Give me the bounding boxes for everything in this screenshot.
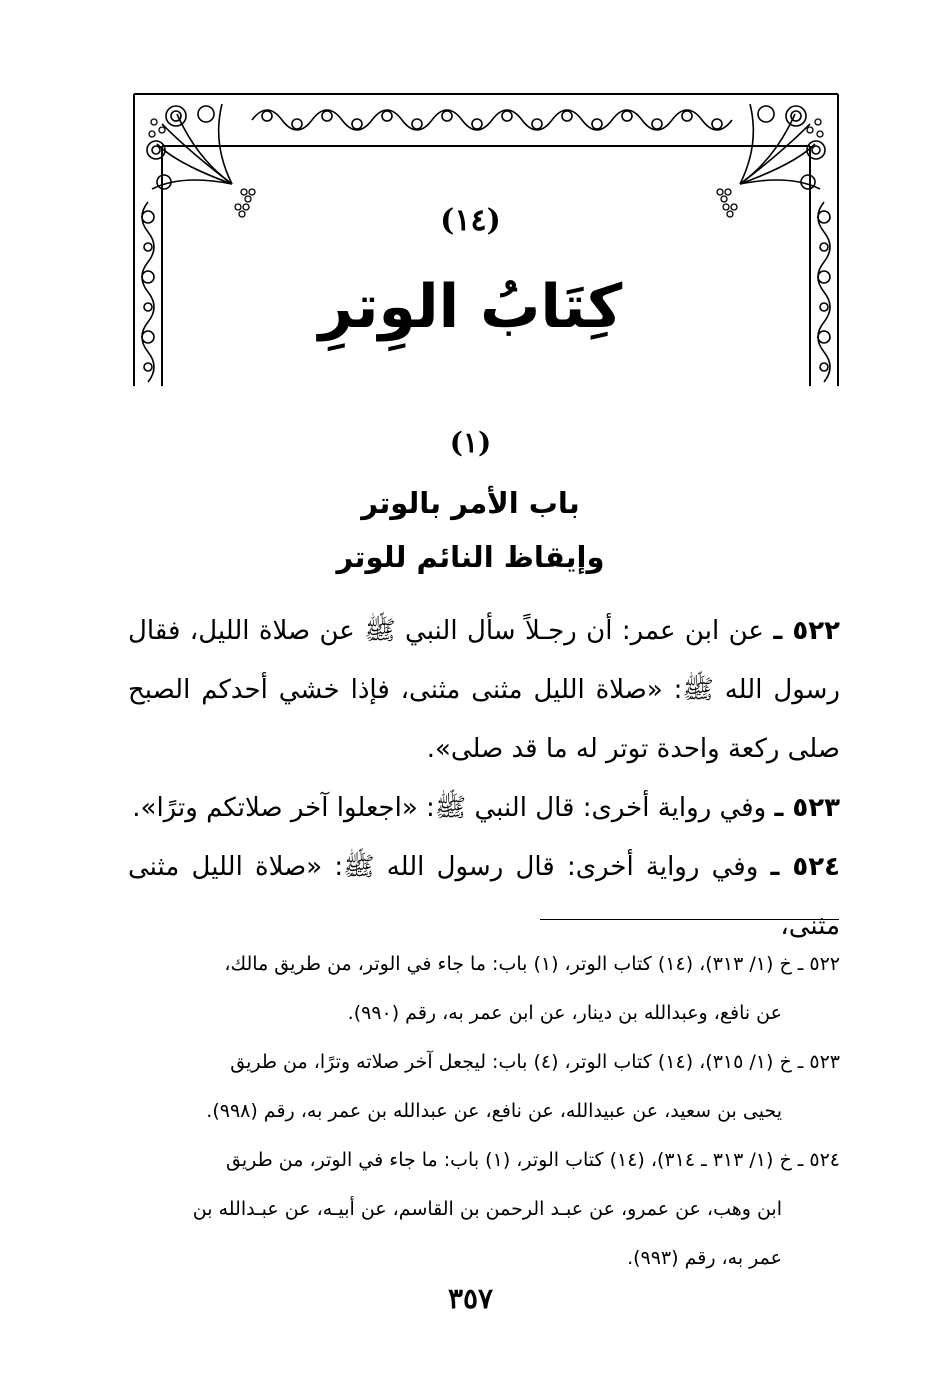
chapter-number: (١) (449, 426, 492, 459)
page-number: ٣٥٧ (447, 1282, 494, 1315)
chapter-title-line2: وإيقاظ النائم للوتر (336, 540, 605, 574)
hadith-paragraph (128, 779, 840, 838)
footnote-line: ابن وهب، عن عمرو، عن عبـد الرحمن بن القاسم، عن أبيـه، عن عبـدالله بن (192, 1198, 782, 1220)
footnote-line: يحيى بن سعيد، عن عبيدالله، عن نافع، عن عبدالله بن عمر به، رقم (٩٩٨). (206, 1100, 782, 1122)
hadith-number: ٥٢٤ ـ (770, 852, 840, 882)
hadith-paragraph (128, 602, 840, 779)
hadith-text-block (128, 602, 840, 956)
hadith-number: ٥٢٢ ـ (773, 616, 841, 646)
hadith-text: وفي رواية أخرى: قال النبي ﷺ: «اجعلوا آخر صلاتكم وترًا». (132, 793, 767, 823)
footnotes-block (128, 940, 840, 1283)
ornament-border (132, 92, 840, 388)
book-title: كِتَابُ الوِترِ (318, 272, 623, 342)
footnote-line: عن نافع، وعبدالله بن دينار، عن ابن عمر به، رقم (٩٩٠). (347, 1002, 782, 1024)
ornamental-frame (132, 92, 840, 388)
footnote-divider (540, 919, 839, 920)
hadith-number: ٥٢٣ ـ (774, 793, 840, 823)
hadith-paragraph (128, 838, 840, 956)
footnote-line: ٥٢٢ ـ خ (١/ ٣١٣)، (١٤) كتاب الوتر، (١) باب: ما جاء في الوتر، من طريق مالك، (224, 953, 840, 975)
book-number: (١٤) (440, 203, 501, 238)
footnote-line: ٥٢٤ ـ خ (١/ ٣١٣ ـ ٣١٤)، (١٤) كتاب الوتر، (١) باب: ما جاء في الوتر، من طريق (226, 1149, 840, 1171)
chapter-title-line1: باب الأمر بالوتر (361, 486, 580, 520)
hadith-text: وفي رواية أخرى: قال رسول الله ﷺ: «صلاة الليل مثنى مثنى، (128, 852, 840, 941)
footnote-line: عمر به، رقم (٩٩٣). (627, 1247, 782, 1269)
hadith-text: عن ابن عمر: أن رجـلاً سأل النبي ﷺ عن صلاة الليل، فقال رسول الله ﷺ: «صلاة الليل مثنى مثنى، فإذا خشي أحدكم الصبح صلى ركعة واحدة توتر له ما قد صلى». (128, 616, 840, 764)
footnote-line: ٥٢٣ ـ خ (١/ ٣١٥)، (١٤) كتاب الوتر، (٤) باب: ليجعل آخر صلاته وترًا، من طريق (230, 1051, 840, 1073)
